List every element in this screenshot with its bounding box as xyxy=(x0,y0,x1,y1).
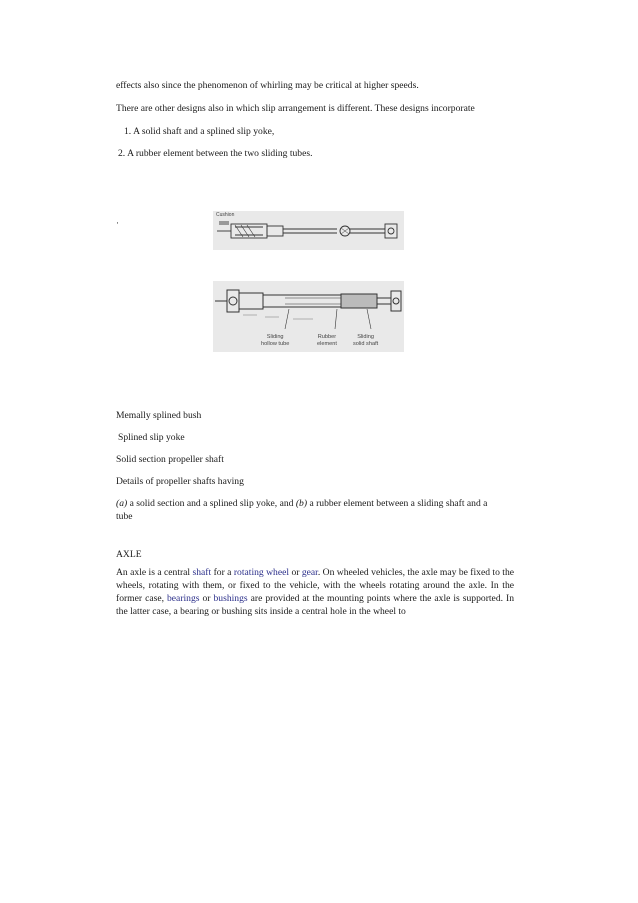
caption-1: Memally splined bush xyxy=(116,410,202,421)
rubber-element-drawing xyxy=(213,281,404,331)
link-shaft[interactable]: shaft xyxy=(192,567,212,578)
label-a: (a) xyxy=(116,498,128,509)
label-rubber-element xyxy=(317,334,337,347)
figure-rubber-element xyxy=(213,281,404,352)
text-b: a rubber element between a sliding shaft and a xyxy=(307,498,488,509)
axle-text-6: are provided at the mounting points where the axle is supported. In the latter case, a bearing or bushing sits inside a central hole in the wheel to xyxy=(116,593,514,617)
link-bushings[interactable]: bushings xyxy=(213,593,248,604)
label-sliding-solid-shaft xyxy=(353,334,378,347)
label-line: Sliding xyxy=(266,334,284,340)
text-tail: tube xyxy=(116,511,133,522)
intro-line-2: There are other designs also in which slip arrangement is different. These designs incorporate xyxy=(116,103,475,114)
label-sliding-hollow-tube xyxy=(261,334,289,347)
label-line: element xyxy=(317,340,337,347)
label-line: hollow tube xyxy=(261,340,290,347)
label-line: solid shaft xyxy=(353,340,379,347)
axle-text-5: or xyxy=(199,593,214,604)
intro-line-1: effects also since the phenomenon of whirling may be critical at higher speeds. xyxy=(116,80,419,91)
list-item-1: 1. A solid shaft and a splined slip yoke, xyxy=(124,126,275,137)
figure-label-cushion: Cushion xyxy=(216,212,235,218)
label-line: Rubber xyxy=(317,334,337,340)
solid-shaft-drawing xyxy=(213,211,404,250)
list-item-2: 2. A rubber element between the two sliding tubes. xyxy=(118,148,313,159)
axle-paragraph xyxy=(116,566,514,618)
text-a: a solid section and a splined slip yoke, and xyxy=(127,498,296,509)
link-rotating-wheel[interactable]: rotating wheel xyxy=(233,567,290,578)
axle-text-3: or xyxy=(289,567,302,578)
axle-text-2: for a xyxy=(211,567,234,578)
caption-3: Solid section propeller shaft xyxy=(116,454,224,465)
label-line: Sliding xyxy=(357,334,374,340)
axle-text-1: An axle is a central xyxy=(116,567,193,578)
figure-solid-shaft xyxy=(213,211,404,250)
label-b: (b) xyxy=(295,498,308,509)
caption-4: Details of propeller shafts having xyxy=(116,476,244,487)
axle-text-4: . On wheeled vehicles, the axle may be fixed to the wheels, rotating with them, or fixed to the vehicle, with the wheels rotating around the axle. In the former case, xyxy=(116,567,515,604)
section-heading-axle: AXLE xyxy=(116,549,142,560)
caption-2: Splined slip yoke xyxy=(118,432,185,443)
link-bearings[interactable]: bearings xyxy=(167,593,200,604)
figure-description xyxy=(116,497,514,523)
link-gear[interactable]: gear xyxy=(301,567,318,578)
stray-mark: · xyxy=(116,218,119,228)
